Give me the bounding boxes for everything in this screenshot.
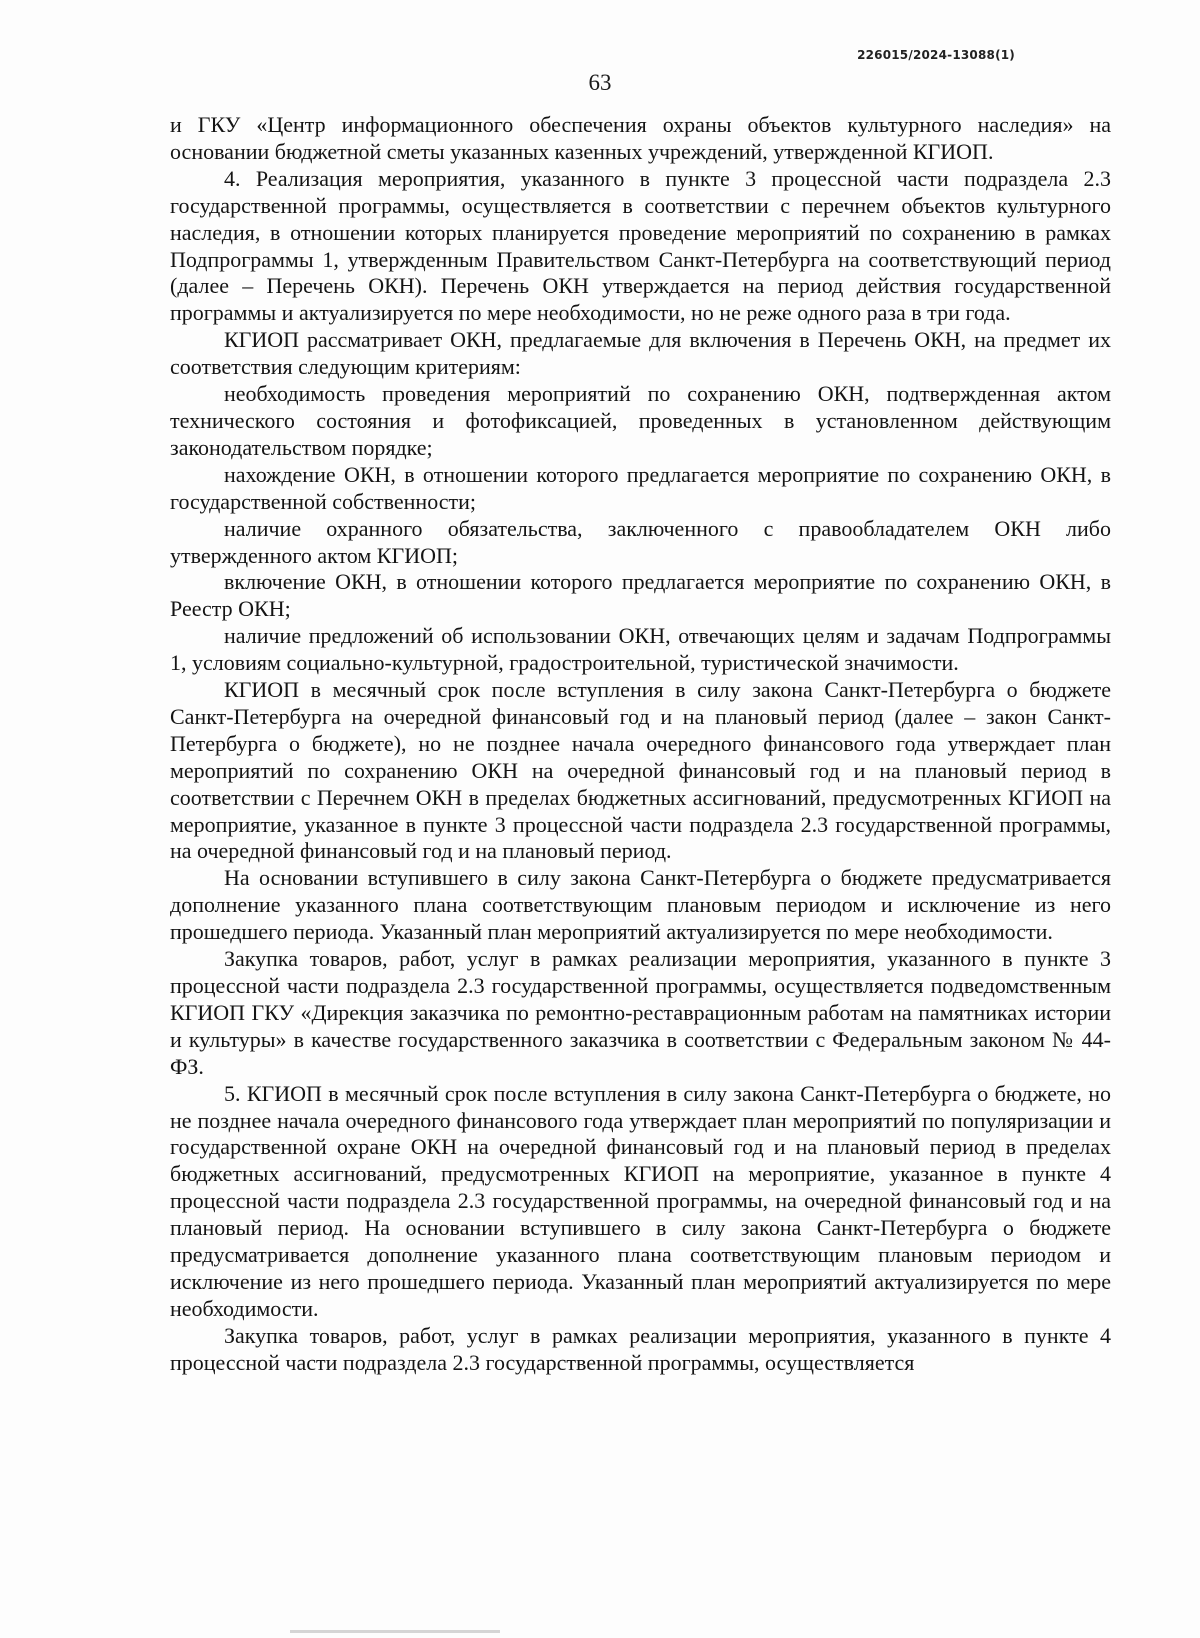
paragraph-criterion-2: нахождение ОКН, в отношении которого предлагается мероприятие по сохранению ОКН, в государственной собственности; bbox=[170, 461, 1111, 514]
paragraph-criterion-1: необходимость проведения мероприятий по сохранению ОКН, подтвержденная актом технического состояния и фотофиксацией, проведенных в установленном действующим законодательством порядке; bbox=[170, 381, 1111, 460]
paragraph-plan-update: На основании вступившего в силу закона Санкт-Петербурга о бюджете предусматривается дополнение указанного плана соответствующим плановым периодом и исключение из него прошедшего периода. Указанный план мероприятий актуализируется по мере необходимости. bbox=[170, 865, 1111, 945]
paragraph-plan-approval: КГИОП в месячный срок после вступления в силу закона Санкт-Петербурга о бюджете Санкт-Петербурга на очередной финансовый год и на плановый период (далее – закон Санкт-Петербурга о бюджете), но не позднее начала очередного финансового года утверждает план мероприятий по сохранению ОКН на очередной финансовый год и на плановый период в соответствии с Перечнем ОКН в пределах бюджетных ассигнований, предусмотренных КГИОП на мероприятие, указанное в пункте 3 процессной части подраздела 2.3 государственной программы, на очередной финансовый год и на плановый период. bbox=[170, 677, 1111, 864]
paragraph-procurement-item-4: Закупка товаров, работ, услуг в рамках реализации мероприятия, указанного в пункте 4 процессной части подраздела 2.3 государственной программы, осуществляется bbox=[170, 1322, 1111, 1375]
document-id: 226015/2024-13088(1) bbox=[857, 48, 1015, 62]
document-body bbox=[170, 112, 1111, 1377]
page-number: 63 bbox=[588, 70, 612, 95]
paragraph-criterion-3: наличие охранного обязательства, заключенного с правообладателем ОКН либо утвержденного актом КГИОП; bbox=[170, 515, 1111, 568]
paragraph-criterion-5: наличие предложений об использовании ОКН, отвечающих целям и задачам Подпрограммы 1, условиям социально-культурной, градостроительной, туристической значимости. bbox=[170, 623, 1111, 676]
paragraph-item-4: 4. Реализация мероприятия, указанного в пункте 3 процессной части подраздела 2.3 государственной программы, осуществляется в соответствии с перечнем объектов культурного наследия, в отношении которых планируется проведение мероприятий по сохранению в рамках Подпрограммы 1, утвержденным Правительством Санкт-Петербурга на соответствующий период (далее – Перечень ОКН). Перечень ОКН утверждается на период действия государственной программы и актуализируется по мере необходимости, но не реже одного раза в три года. bbox=[170, 165, 1111, 326]
paragraph-procurement-item-3: Закупка товаров, работ, услуг в рамках реализации мероприятия, указанного в пункте 3 процессной части подраздела 2.3 государственной программы, осуществляется подведомственным КГИОП ГКУ «Дирекция заказчика по ремонтно-реставрационным работам на памятниках истории и культуры» в качестве государственного заказчика в соответствии с Федеральным законом № 44-ФЗ. bbox=[170, 946, 1111, 1079]
paragraph-item-5: 5. КГИОП в месячный срок после вступления в силу закона Санкт-Петербурга о бюджете, но не позднее начала очередного финансового года утверждает план мероприятий по популяризации и государственной охране ОКН на очередной финансовый год и на плановый период в пределах бюджетных ассигнований, предусмотренных КГИОП на мероприятие, указанное в пункте 4 процессной части подраздела 2.3 государственной программы, на очередной финансовый год и на плановый период. На основании вступившего в силу закона Санкт-Петербурга о бюджете предусматривается дополнение указанного плана соответствующим плановым периодом и исключение из него прошедшего периода. Указанный план мероприятий актуализируется по мере необходимости. bbox=[170, 1080, 1111, 1321]
paragraph-criterion-4: включение ОКН, в отношении которого предлагается мероприятие по сохранению ОКН, в Реестр ОКН; bbox=[170, 569, 1111, 622]
paragraph-criteria-intro: КГИОП рассматривает ОКН, предлагаемые для включения в Перечень ОКН, на предмет их соответствия следующим критериям: bbox=[170, 327, 1111, 380]
paragraph-continuation: и ГКУ «Центр информационного обеспечения охраны объектов культурного наследия» на основании бюджетной сметы указанных казенных учреждений, утвержденной КГИОП. bbox=[170, 112, 1111, 164]
scan-edge-mark bbox=[290, 1630, 500, 1633]
